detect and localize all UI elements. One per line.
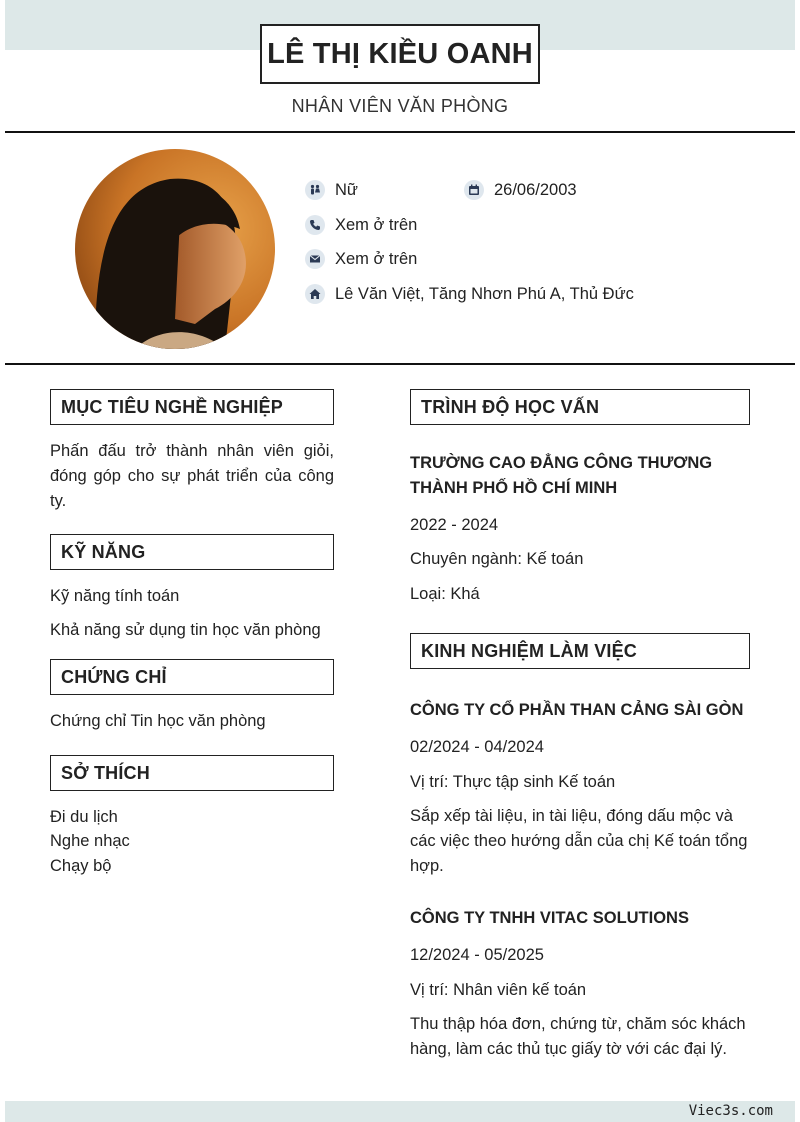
section-title: CHỨNG CHỈ [61, 666, 167, 687]
birthday-value: 26/06/2003 [494, 180, 577, 199]
name-box [260, 24, 540, 84]
section-title: SỞ THÍCH [61, 762, 150, 783]
list-item: Chứng chỉ Tin học văn phòng [50, 712, 266, 730]
section-skills-heading [50, 534, 334, 570]
avatar [75, 149, 275, 349]
job-title: NHÂN VIÊN VĂN PHÒNG [291, 96, 509, 116]
job-position: Vị trí: Thực tập sinh Kế toán [410, 773, 616, 791]
list-item: Chạy bộ [50, 857, 112, 875]
phone-row [305, 215, 417, 235]
email-icon [305, 249, 325, 269]
address-row [305, 284, 634, 304]
list-item: Kỹ năng tính toán [50, 587, 180, 605]
school-name: TRƯỜNG CAO ĐẲNG CÔNG THƯƠNG THÀNH PHỐ HỒ CHÍ MINH [410, 454, 713, 497]
list-item: Nghe nhạc [50, 832, 130, 850]
section-objective-heading [50, 389, 334, 425]
birthday-row [464, 180, 577, 200]
section-hobbies-heading [50, 755, 334, 791]
section-title: TRÌNH ĐỘ HỌC VẤN [421, 396, 600, 417]
list-item: Khả năng sử dụng tin học văn phòng [50, 621, 321, 639]
phone-icon [305, 215, 325, 235]
candidate-name: LÊ THỊ KIỀU OANH [267, 37, 533, 70]
section-education-heading [410, 389, 750, 425]
list-item: Đi du lịch [50, 808, 118, 826]
education-major: Chuyên ngành: Kế toán [410, 550, 584, 568]
section-title: KỸ NĂNG [61, 541, 146, 562]
education-grade: Loại: Khá [410, 585, 480, 603]
gender-row [305, 180, 358, 200]
address-value: Lê Văn Việt, Tăng Nhơn Phú A, Thủ Đức [335, 284, 634, 303]
email-row [305, 249, 417, 269]
email-value: Xem ở trên [335, 249, 418, 268]
job-description: Thu thập hóa đơn, chứng từ, chăm sóc khách hàng, làm các thủ tục giấy tờ với các đại lý. [410, 1015, 746, 1058]
section-experience-heading [410, 633, 750, 669]
education-period: 2022 - 2024 [410, 516, 499, 534]
job-period: 12/2024 - 05/2025 [410, 946, 544, 964]
watermark: Viec3s.com [688, 1103, 773, 1119]
section-certificates-heading [50, 659, 334, 695]
gender-value: Nữ [335, 180, 358, 199]
job-position: Vị trí: Nhân viên kế toán [410, 981, 587, 999]
calendar-icon [464, 180, 484, 200]
section-title: KINH NGHIỆM LÀM VIỆC [421, 640, 638, 661]
footer-band [5, 1101, 795, 1122]
home-icon [305, 284, 325, 304]
company-name: CÔNG TY TNHH VITAC SOLUTIONS [410, 909, 689, 927]
job-description: Sắp xếp tài liệu, in tài liệu, đóng dấu mộc và các việc theo hướng dẫn của chị Kế toán tổng hợp. [410, 807, 748, 875]
phone-value: Xem ở trên [335, 215, 418, 234]
job-period: 02/2024 - 04/2024 [410, 738, 544, 756]
section-title: MỤC TIÊU NGHỀ NGHIỆP [61, 396, 284, 417]
gender-icon [305, 180, 325, 200]
divider-middle [5, 363, 795, 365]
company-name: CÔNG TY CỔ PHẦN THAN CẢNG SÀI GÒN [410, 701, 744, 719]
divider-top [5, 131, 795, 133]
objective-text: Phấn đấu trở thành nhân viên giỏi, đóng góp cho sự phát triển của công ty. [50, 442, 334, 510]
